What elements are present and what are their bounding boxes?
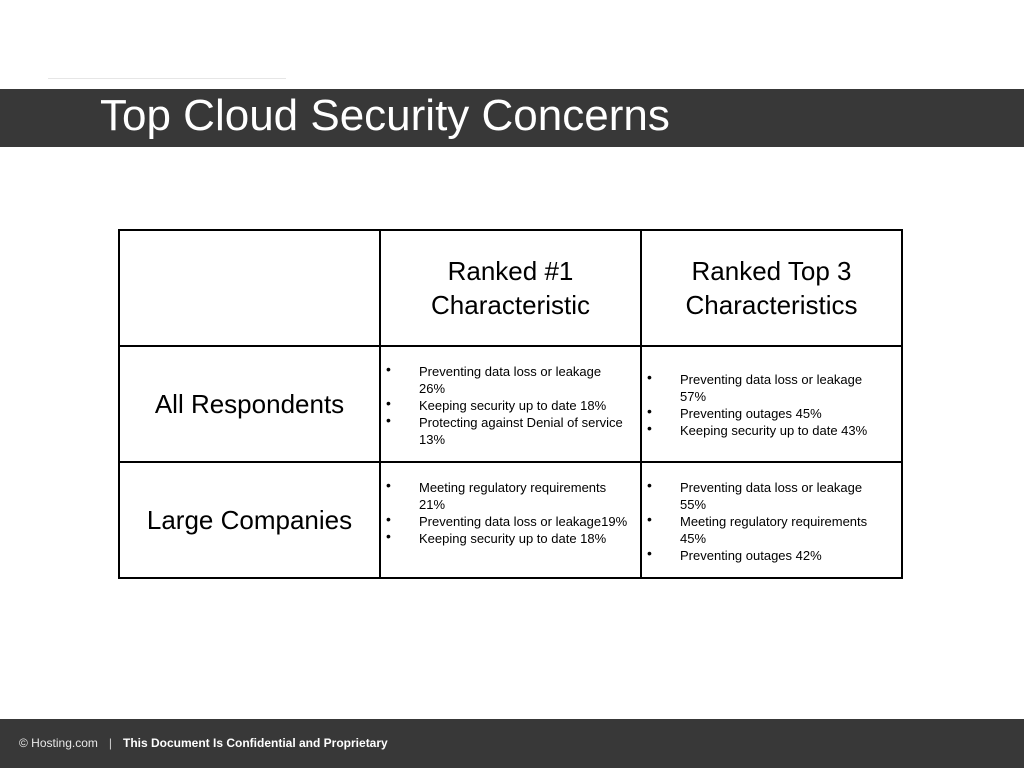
table-corner-cell	[119, 230, 380, 346]
list-item: • Preventing outages 45%	[642, 405, 891, 422]
footer-bar	[0, 719, 1024, 768]
concerns-table	[118, 229, 903, 579]
list-item: • Meeting regulatory requirements 45%	[642, 513, 891, 547]
list-item: • Keeping security up to date 18%	[381, 530, 630, 547]
title-bar	[0, 89, 1024, 147]
list-item: • Preventing data loss or leakage 57%	[642, 371, 891, 405]
footer-text	[19, 719, 388, 768]
slide-title: Top Cloud Security Concerns	[100, 91, 670, 140]
table-header-row	[119, 230, 902, 346]
list-all-ranked-top3	[642, 371, 901, 439]
list-large-ranked-first	[381, 479, 640, 547]
row-label-large-companies: Large Companies	[119, 462, 380, 578]
row-label-all-respondents: All Respondents	[119, 346, 380, 462]
header-ranked-first	[380, 230, 641, 346]
header-ranked-top3	[641, 230, 902, 346]
table-row-large-companies	[119, 462, 902, 578]
header-ranked-first-line2: Characteristic	[431, 290, 590, 320]
footer-separator: |	[108, 736, 112, 750]
list-item: • Preventing data loss or leakage19%	[381, 513, 630, 530]
list-item: • Preventing data loss or leakage 55%	[642, 479, 891, 513]
list-item: • Meeting regulatory requirements 21%	[381, 479, 630, 513]
top-divider-line	[48, 78, 286, 79]
header-ranked-first-line1: Ranked #1	[447, 256, 574, 286]
cell-all-ranked-top3	[641, 346, 902, 462]
list-item: • Keeping security up to date 18%	[381, 397, 630, 414]
footer-notice: This Document Is Confidential and Proprietary	[123, 736, 388, 750]
list-item: • Keeping security up to date 43%	[642, 422, 891, 439]
footer-brand: © Hosting.com	[19, 736, 98, 750]
cell-all-ranked-first	[380, 346, 641, 462]
header-ranked-top3-line1: Ranked Top 3	[691, 256, 852, 286]
list-large-ranked-top3	[642, 479, 901, 564]
list-item: • Preventing outages 42%	[642, 547, 891, 564]
cell-large-ranked-top3	[641, 462, 902, 578]
cell-large-ranked-first	[380, 462, 641, 578]
list-item: • Protecting against Denial of service 13%	[381, 414, 630, 448]
list-item: • Preventing data loss or leakage 26%	[381, 363, 630, 397]
list-all-ranked-first	[381, 363, 640, 448]
table-row-all-respondents	[119, 346, 902, 462]
header-ranked-top3-line2: Characteristics	[685, 290, 858, 320]
